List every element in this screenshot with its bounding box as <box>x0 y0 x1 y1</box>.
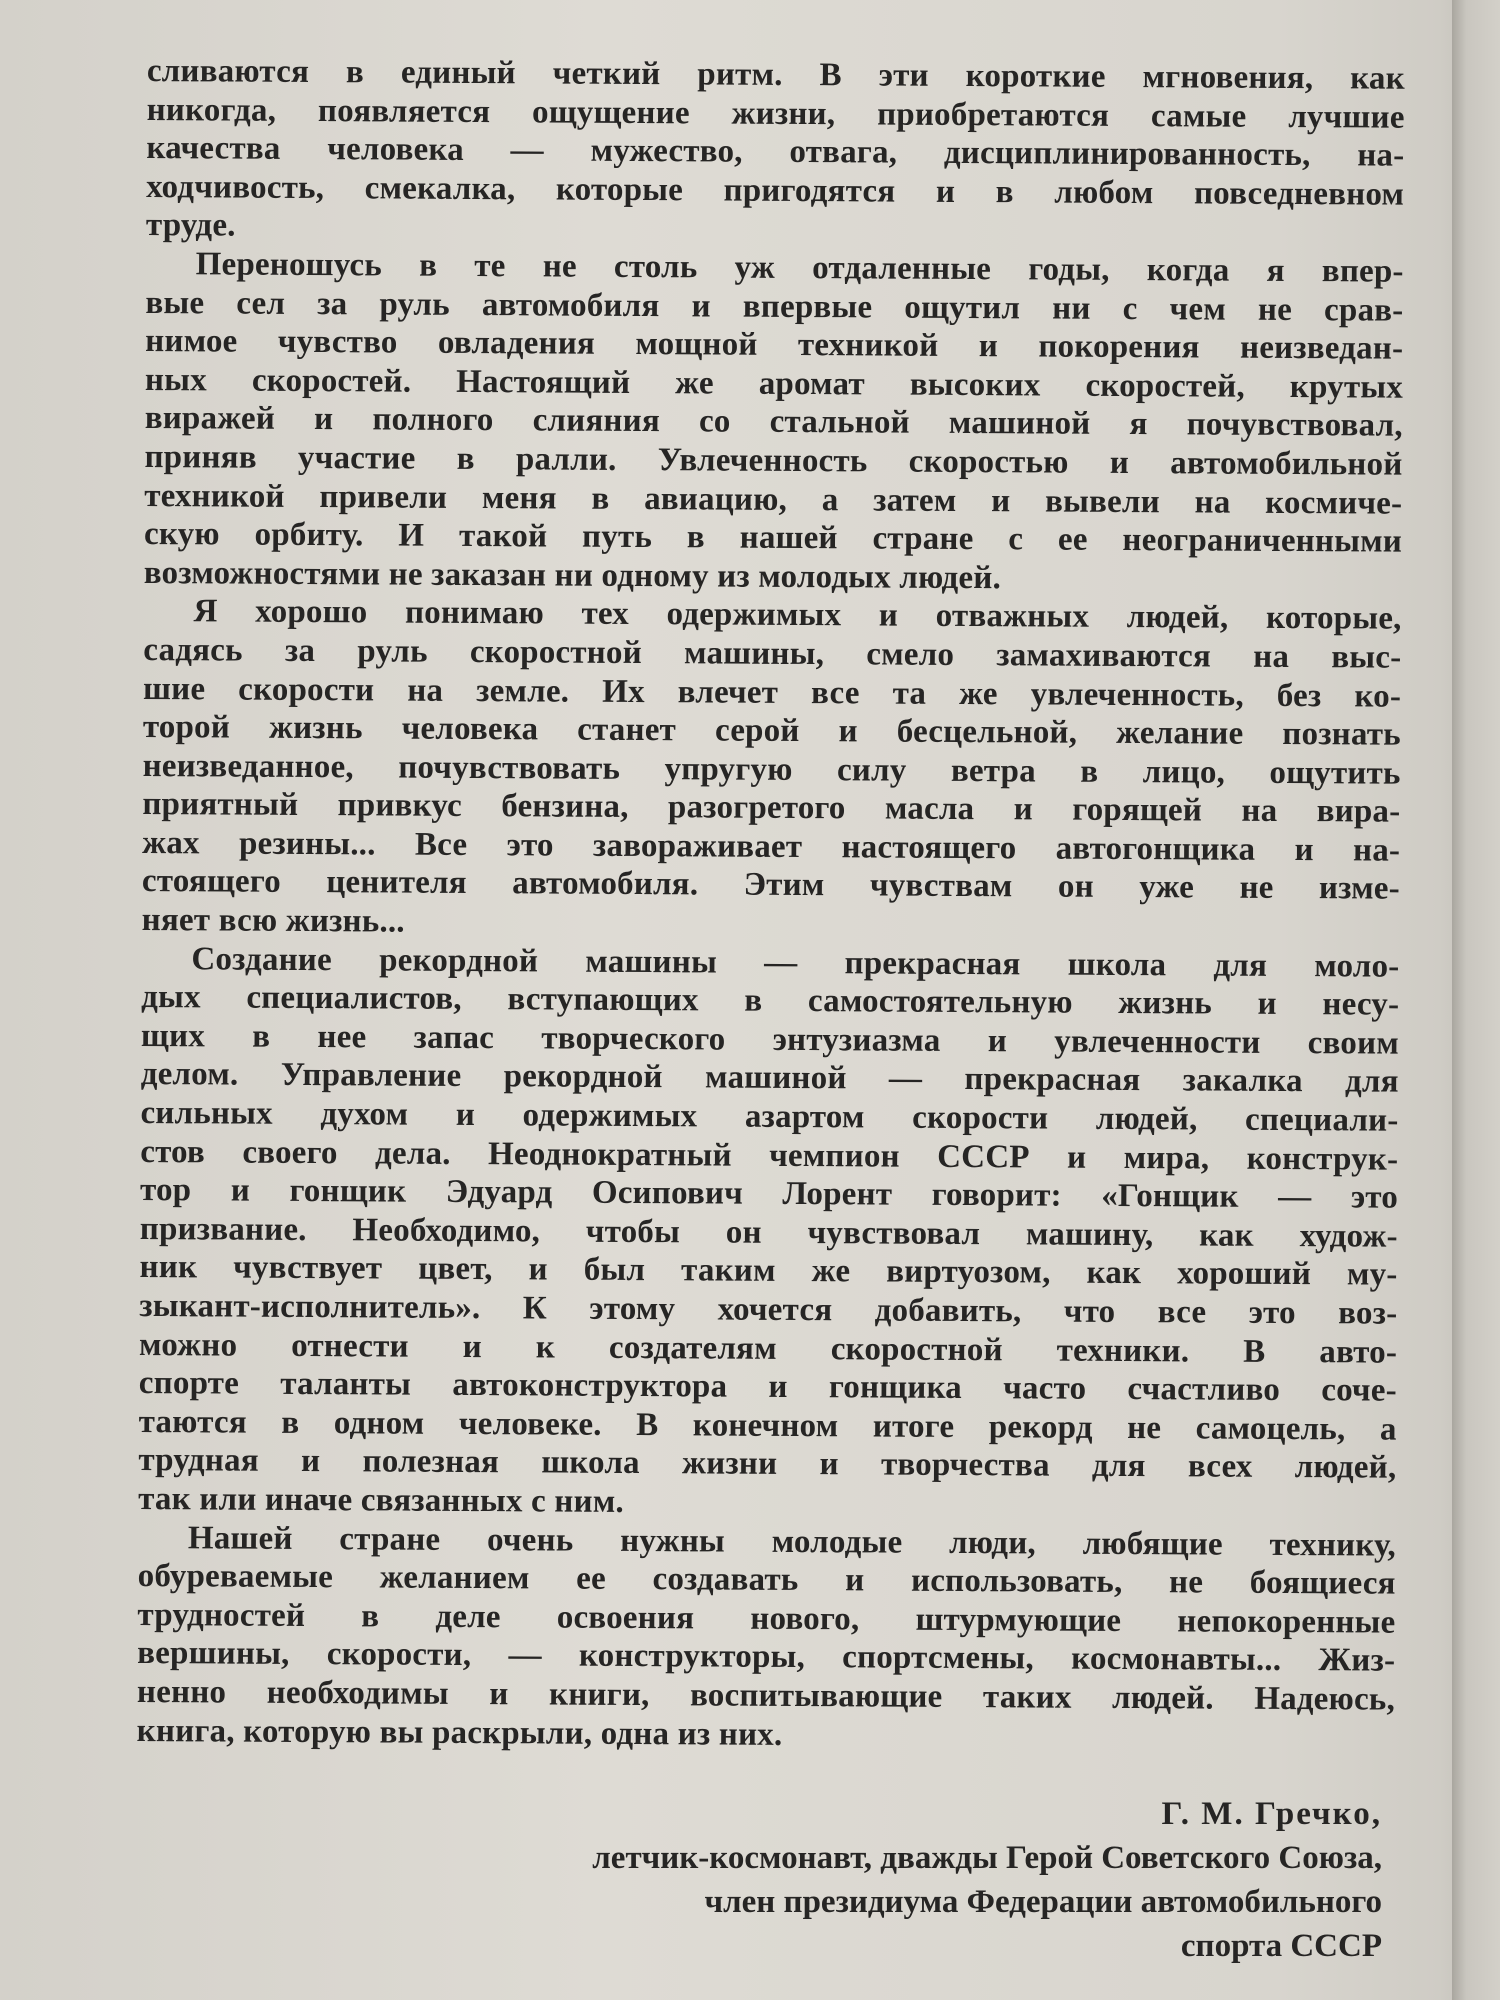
text-line: виражей и полного слияния со стальной машиной я почувствовал, <box>144 400 1403 445</box>
text-line: трудностей в деле освоения нового, штурмующие непокоренные <box>137 1596 1396 1641</box>
text-line: ходчивость, смекалка, которые пригодятся и в любом повседневном <box>146 168 1405 213</box>
text-line: труде. <box>145 207 236 244</box>
page-body-text <box>137 52 1405 1758</box>
text-line: ных скоростей. Настоящий же аромат высоких скоростей, крутых <box>144 361 1404 406</box>
text-line: неизведанное, почувствовать упругую силу ветра в лицо, ощутить <box>142 747 1401 792</box>
author-title-line: спорта СССР <box>1180 1928 1382 1964</box>
text-line: приняв участие в ралли. Увлеченность скоростью и автомобильной <box>144 438 1403 483</box>
text-line: Переношусь в те не столь уж отдаленные годы, когда я впер- <box>195 246 1404 290</box>
text-line: приятный привкус бензина, разогретого масла и горящей на вира- <box>142 786 1401 830</box>
author-title-line: летчик-космонавт, дважды Герой Советского Союза, <box>592 1840 1382 1876</box>
text-line: таются в одном человеке. В конечном итоге рекорд не самоцель, а <box>138 1403 1397 1448</box>
text-line: делом. Управление рекордной машиной — прекрасная закалка для <box>140 1056 1399 1101</box>
author-name: Г. М. Гречко, <box>1161 1796 1382 1832</box>
text-line: сильных духом и одержимых азартом скорости людей, специали- <box>140 1095 1399 1139</box>
paragraph <box>142 592 1402 947</box>
text-line: качества человека — мужество, отвага, дисциплинированность, на- <box>146 130 1405 174</box>
text-line: садясь за руль скоростной машины, смело замахиваются на выс- <box>143 631 1402 676</box>
text-line: жах резины... Все это завораживает настоящего автогонщика и на- <box>142 824 1401 869</box>
text-line: Я хорошо понимаю тех одержимых и отважных людей, которые, <box>193 593 1402 637</box>
signature-block <box>382 1792 1382 1968</box>
text-line: никогда, появляется ощущение жизни, приобретаются самые лучшие <box>146 91 1405 136</box>
text-line: вые сел за руль автомобиля и впервые ощутил ни с чем не срав- <box>145 284 1404 329</box>
paragraph <box>144 245 1404 600</box>
text-line: трудная и полезная школа жизни и творчества для всех людей, <box>138 1442 1397 1487</box>
text-line: тор и гонщик Эдуард Осипович Лорент говорит: «Гонщик — это <box>139 1172 1399 1216</box>
text-line: можно отнести и к создателям скоростной техники. В авто- <box>138 1326 1398 1371</box>
text-line: техникой привели меня в авиацию, а затем и вывели на космиче- <box>144 477 1403 522</box>
text-line: обуреваемые желанием ее создавать и использовать, не боящиеся <box>137 1558 1396 1602</box>
paragraph <box>146 52 1405 253</box>
text-line: скую орбиту. И такой путь в нашей стране с ее неограниченными <box>143 516 1403 560</box>
author-title-line: член президиума Федерации автомобильного <box>704 1884 1382 1920</box>
text-line: няет всю жизнь... <box>141 902 405 940</box>
paragraph <box>138 940 1400 1527</box>
text-line: вершины, скорости, — конструкторы, спортсмены, космонавты... Жиз- <box>137 1635 1396 1679</box>
text-line: ник чувствует цвет, и был таким же виртуозом, как хороший му- <box>139 1249 1398 1294</box>
text-line: возможностями не заказан ни одному из молодых людей. <box>143 554 1002 596</box>
text-line: Создание рекордной машины — прекрасная школа для моло- <box>191 940 1400 985</box>
text-line: стоящего ценителя автомобиля. Этим чувствам он уже не изме- <box>141 863 1401 908</box>
text-line: зыкант-исполнитель». К этому хочется добавить, что все это воз- <box>139 1287 1398 1332</box>
text-line: стов своего дела. Неоднократный чемпион СССР и мира, конструк- <box>140 1133 1399 1178</box>
text-line: щих в нее запас творческого энтузиазма и увлеченности своим <box>140 1017 1400 1062</box>
text-line: призвание. Необходимо, чтобы он чувствовал машину, как худож- <box>139 1210 1398 1255</box>
text-line: шие скорости на земле. Их влечет все та же увлеченность, без ко- <box>143 670 1402 715</box>
text-line: ненно необходимы и книги, воспитывающие таких людей. Надеюсь, <box>136 1673 1396 1718</box>
adjacent-page-edge <box>1452 0 1500 2000</box>
text-line: книга, которую вы раскрыли, одна из них. <box>136 1712 783 1753</box>
paragraph <box>137 1519 1396 1758</box>
text-line: сливаются в единый четкий ритм. В эти короткие мгновения, как <box>146 52 1405 97</box>
text-line: Нашей стране очень нужны молодые люди, любящие технику, <box>187 1519 1397 1564</box>
text-line: торой жизнь человека станет серой и бесцельной, желание познать <box>142 709 1401 753</box>
text-line: дых специалистов, вступающих в самостоятельную жизнь и несу- <box>141 979 1400 1023</box>
text-line: нимое чувство овладения мощной техникой и покорения неизведан- <box>145 323 1404 367</box>
text-line: спорте таланты автоконструктора и гонщика часто счастливо соче- <box>138 1365 1397 1409</box>
text-line: так или иначе связанных с ним. <box>138 1480 624 1520</box>
